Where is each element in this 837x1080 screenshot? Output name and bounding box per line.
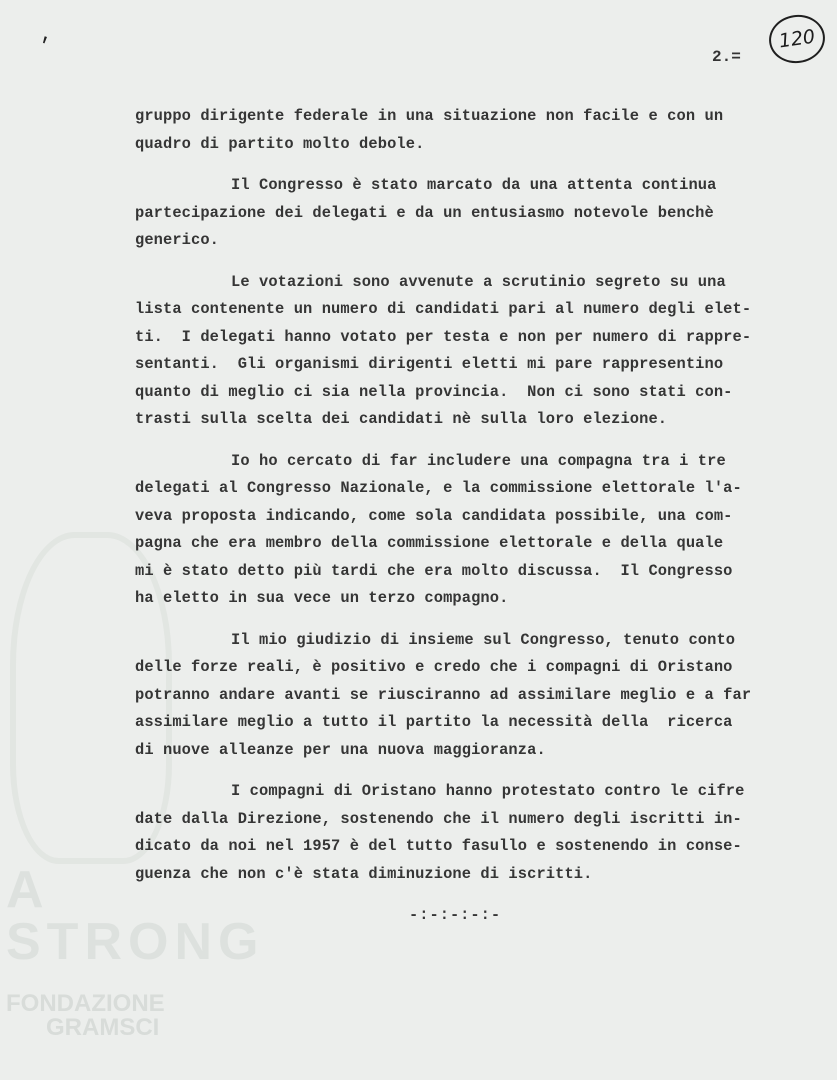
text-line: potranno andare avanti se riusciranno ad assimilare meglio e a far	[135, 685, 752, 704]
text-line: trasti sulla scelta dei candidati nè sulla loro elezione.	[135, 410, 668, 428]
text-line: assimilare meglio a tutto il partito la necessità della ricerca	[135, 713, 733, 731]
text-line: veva proposta indicando, come sola candidata possibile, una com-	[135, 506, 733, 525]
page-number: 2.=	[712, 48, 741, 66]
text-line: delle forze reali, è positivo e credo che i compagni di Oristano	[135, 658, 733, 676]
watermark-name: FONDAZIONE	[6, 990, 165, 1017]
watermark-sub: GRAMSCI	[46, 1014, 160, 1041]
text-line: delegati al Congresso Nazionale, e la commissione elettorale l'a-	[135, 479, 742, 497]
watermark-faint-text: A STRONG	[6, 861, 265, 971]
text-line: Io ho cercato di far includere una compagna tra i tre	[231, 451, 726, 470]
text-line: partecipazione dei delegati e da un entusiasmo notevole benchè	[135, 203, 714, 222]
archive-number-stamp	[766, 11, 828, 66]
text-line: I compagni di Oristano hanno protestato contro le cifre	[231, 782, 745, 800]
text-line: lista contenente un numero di candidati pari al numero degli elet-	[135, 300, 752, 318]
text-line: mi è stato detto più tardi che era molto discussa. Il Congresso	[135, 561, 733, 580]
body-text	[135, 103, 795, 930]
watermark-logo	[6, 861, 265, 1041]
text-line: di nuove alleanze per una nuova maggioranza.	[135, 740, 546, 759]
end-mark: -:-:-:-:-	[409, 906, 502, 924]
text-line: pagna che era membro della commissione elettorale e della quale	[135, 534, 724, 552]
text-line: ti. I delegati hanno votato per testa e non per numero di rappre-	[135, 327, 752, 346]
archive-number: 120	[777, 25, 817, 53]
text-line: Le votazioni sono avvenute a scrutinio segreto su una	[231, 272, 726, 291]
text-line: quadro di partito molto debole.	[135, 134, 425, 153]
text-line: date dalla Direzione, sostenendo che il numero degli iscritti in-	[135, 809, 742, 828]
text-line: Il mio giudizio di insieme sul Congresso, tenuto conto	[231, 630, 736, 649]
text-line: gruppo dirigente federale in una situazione non facile e con un	[135, 107, 724, 125]
text-line: guenza che non c'è stata diminuzione di iscritti.	[135, 864, 593, 883]
text-line: quanto di meglio ci sia nella provincia. Non ci sono stati con-	[135, 382, 733, 401]
text-line: ha eletto in sua vece un terzo compagno.	[135, 589, 509, 607]
tick-mark: '	[32, 32, 53, 61]
text-line: Il Congresso è stato marcato da una attenta continua	[231, 176, 717, 194]
text-line: dicato da noi nel 1957 è del tutto fasullo e sostenendo in conse-	[135, 837, 742, 855]
text-line: generico.	[135, 231, 220, 249]
text-line: sentanti. Gli organismi dirigenti eletti mi pare rappresentino	[135, 355, 724, 373]
